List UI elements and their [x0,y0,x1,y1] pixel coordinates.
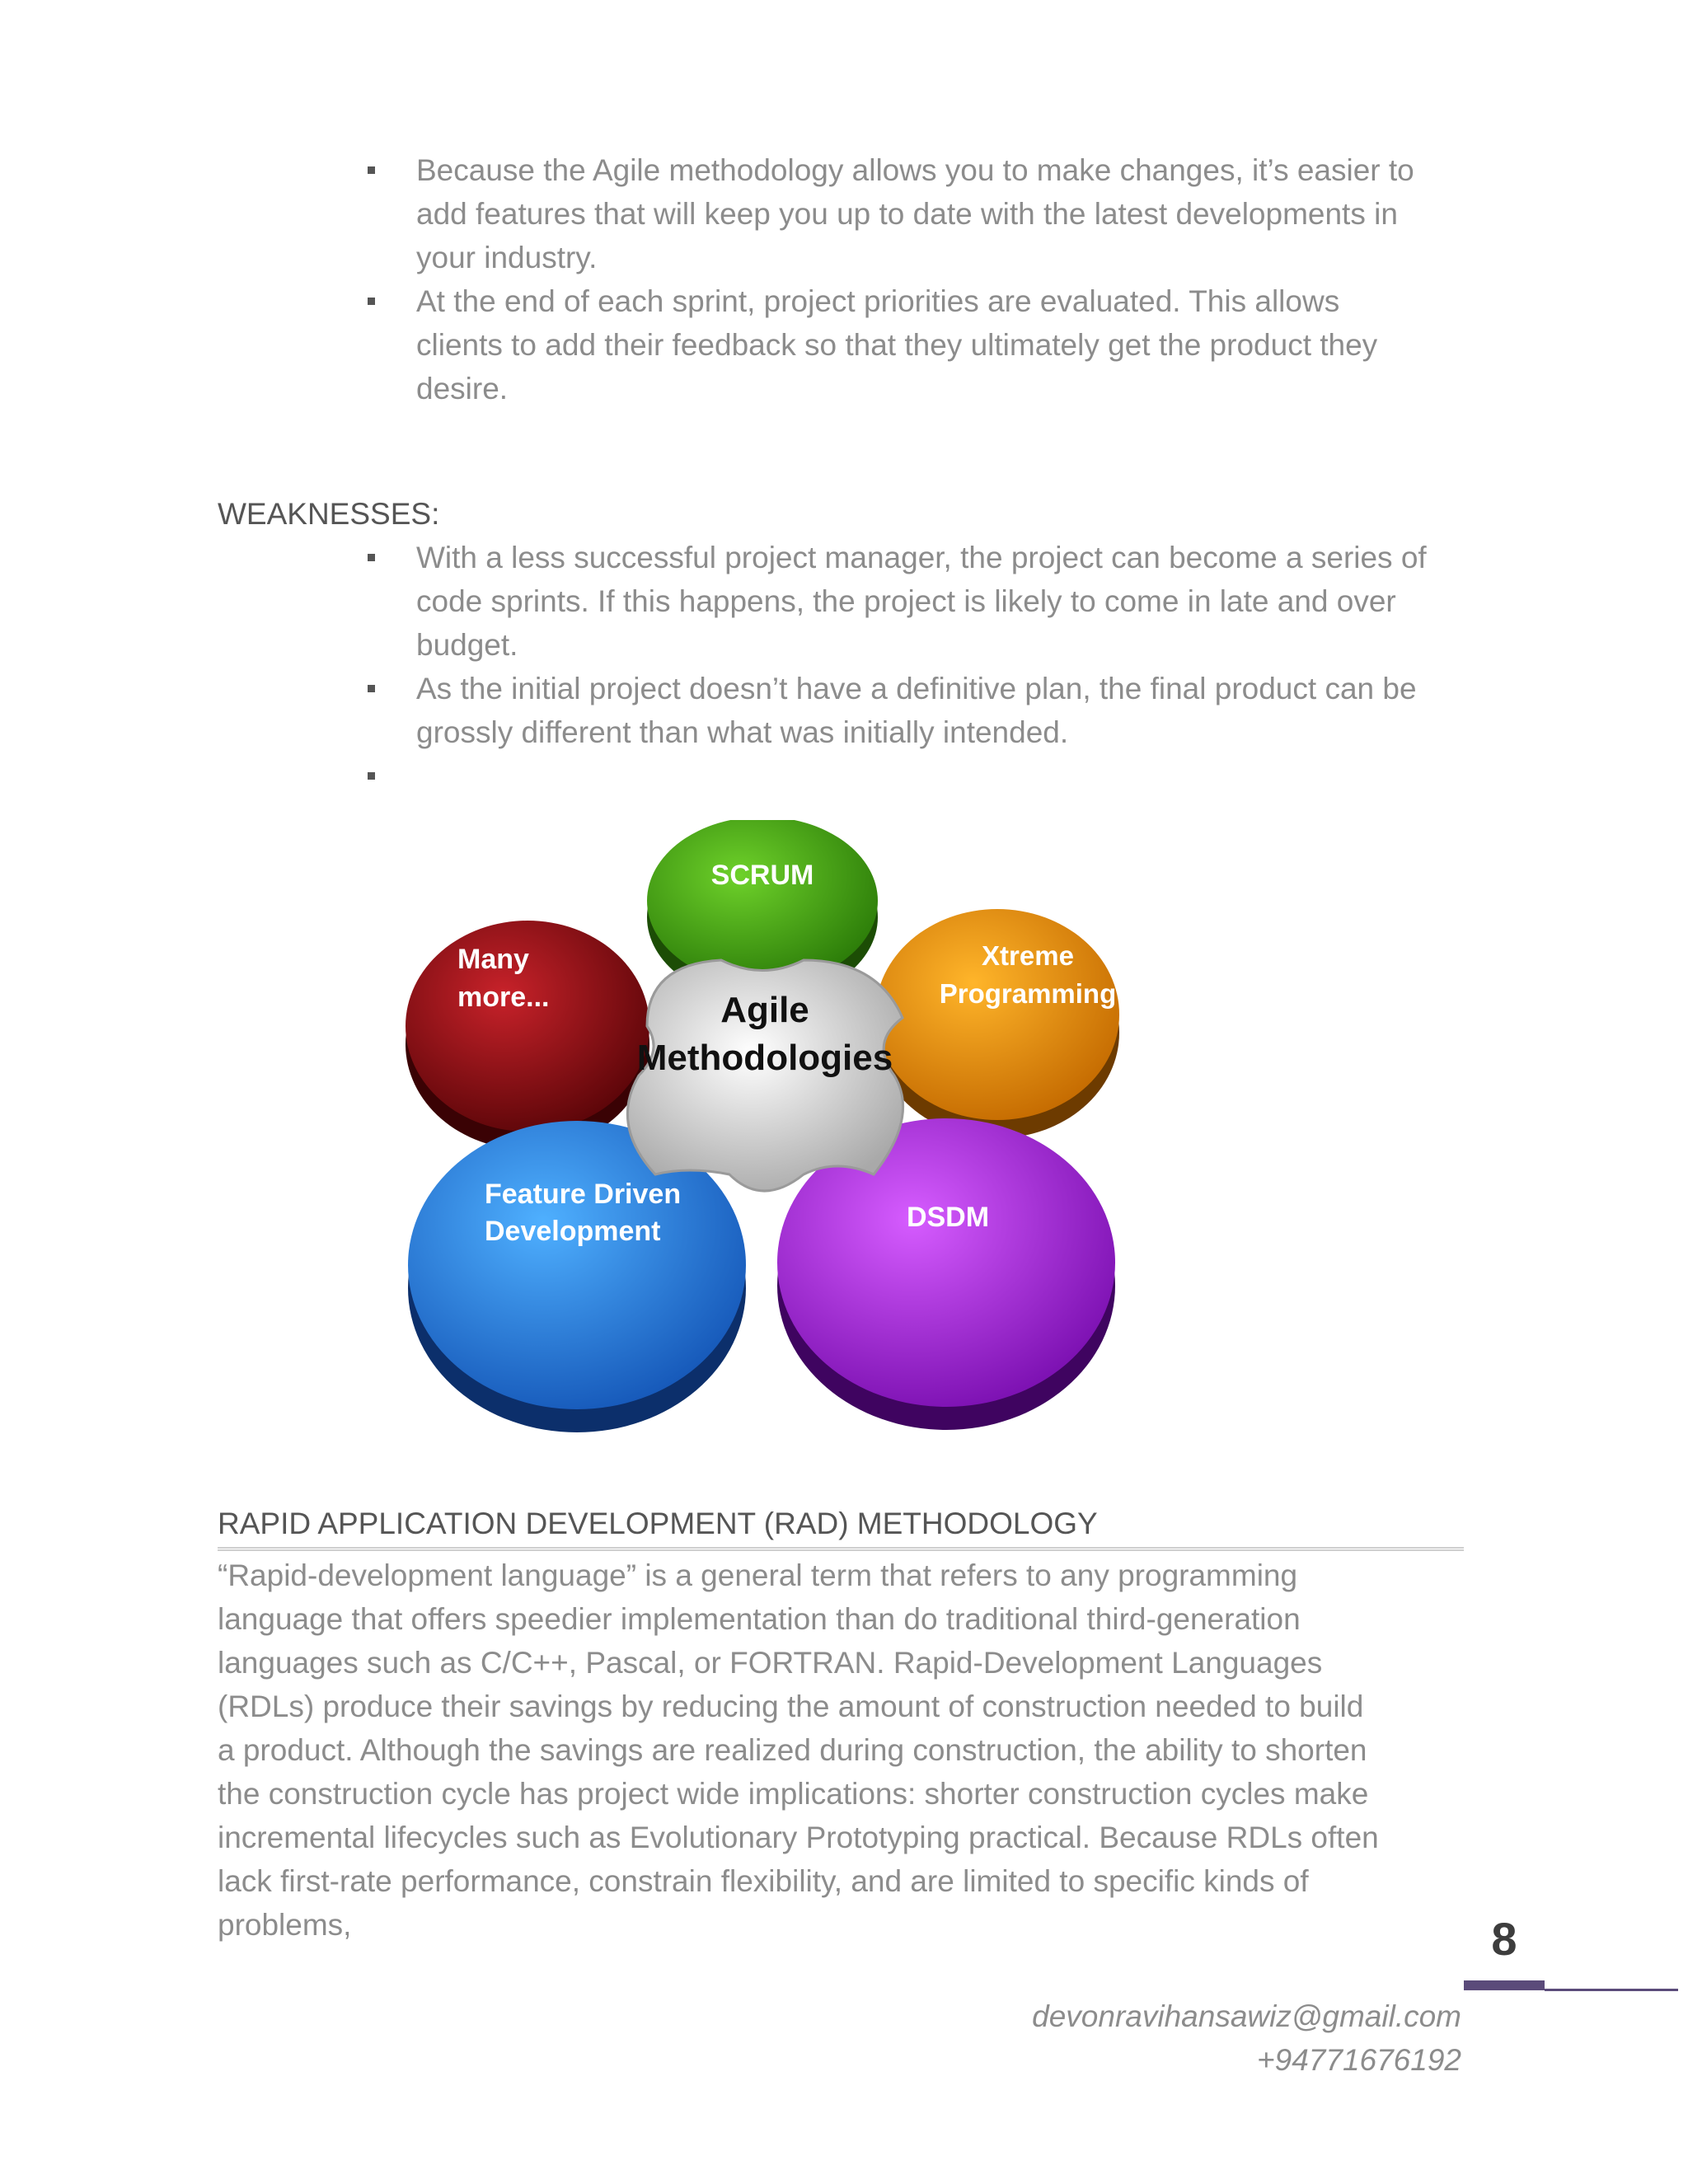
xp-label-line2: Programming [939,978,1117,1009]
page-number: 8 [1491,1913,1517,1965]
xp-label-line1: Xtreme [982,940,1074,971]
bullet-text: As the initial project doesn’t have a definitive plan, the final product can be grossly different than what was initially intended. [416,672,1417,749]
bullet-square-icon [368,772,375,780]
fdd-label-line1: Feature Driven [485,1179,682,1210]
footer-phone: +94771676192 [1257,2043,1461,2077]
weaknesses-heading: WEAKNESSES: [218,497,440,531]
list-item [363,279,1430,410]
dsdm-label: DSDM [906,1202,990,1233]
many-label-line1: Many [457,944,529,975]
scrum-piece [647,820,878,985]
rad-heading: RAPID APPLICATION DEVELOPMENT (RAD) METHODOLOGY [218,1502,1464,1551]
many-label-line2: more... [457,982,550,1013]
bullet-text: Because the Agile methodology allows you to make changes, it’s easier to add features that will keep you up to date with the latest developments in your industry. [416,153,1414,274]
bullet-square-icon [368,166,375,174]
center-label-line2: Methodologies [636,1038,893,1078]
scrum-label: SCRUM [710,860,814,891]
list-item [363,667,1430,754]
fdd-label-line2: Development [485,1216,661,1247]
agile-methodologies-diagram [375,820,1158,1463]
strengths-list [363,148,1430,410]
footer-accent-bar [1464,1980,1545,1990]
bullet-text: With a less successful project manager, the project can become a series of code sprints. If this happens, the project is likely to come in late and over budget. [416,541,1427,662]
bullet-square-icon [368,685,375,692]
footer-email: devonravihansawiz@gmail.com [1032,1999,1461,2033]
bullet-square-icon [368,298,375,305]
footer-rule [1545,1989,1678,1991]
list-item [363,536,1430,667]
center-label-line1: Agile [720,990,809,1030]
list-item [363,148,1430,279]
weaknesses-list [363,536,1430,785]
bullet-text: At the end of each sprint, project priorities are evaluated. This allows clients to add their feedback so that they ultimately get the product they desire. [416,284,1378,405]
rad-paragraph: “Rapid-development language” is a general term that refers to any programming language that offers speedier implementation than do traditional third-generation languages such as C/C++, Pascal, or FORTRAN. Rapid-Development Languages (RDLs) produce their savings by reducing the amount of construction needed to build a product. Although the savings are realized during construction, the ability to shorten the construction cycle has project wide implications: shorter construction cycles make incremental lifecycles such as Evolutionary Prototyping practical. Because RDLs often lack first-rate performance, constrain flexibility, and are limited to specific kinds of problems, [218,1558,1379,1942]
list-item [363,754,1430,785]
footer-contact [1032,1994,1461,2082]
bullet-square-icon [368,554,375,561]
